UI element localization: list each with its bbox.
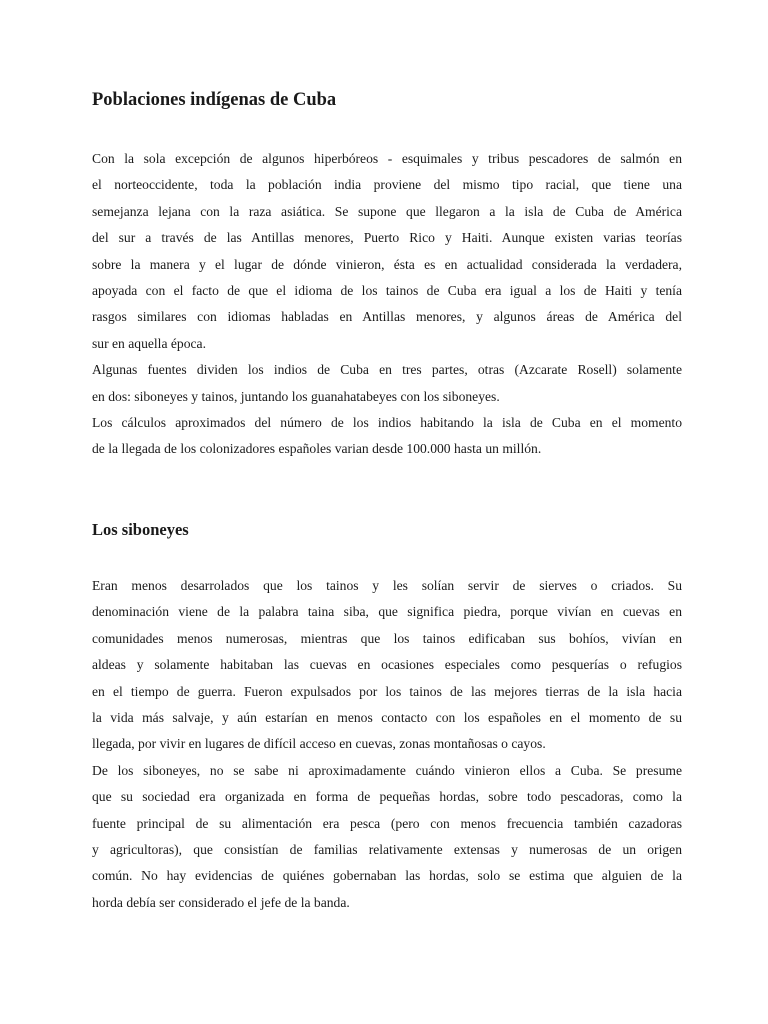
paragraph-line: sur en aquella época.: [92, 335, 206, 351]
paragraph-line: común. No hay evidencias de quiénes gobernaban las hordas, solo se estima que alguien de la: [92, 868, 682, 884]
paragraph-line: horda debía ser considerado el jefe de la banda.: [92, 894, 350, 910]
paragraph-line: del sur a través de las Antillas menores, Puerto Rico y Haiti. Aunque existen varias teorías: [92, 230, 682, 246]
paragraph-line: De los siboneyes, no se sabe ni aproximadamente cuándo vinieron ellos a Cuba. Se presume: [92, 762, 682, 778]
paragraph-line: de la llegada de los colonizadores españoles varian desde 100.000 hasta un millón.: [92, 441, 542, 457]
paragraph-line: Eran menos desarrolados que los tainos y les solían servir de sierves o criados. Su: [92, 578, 682, 593]
paragraph-line: en el tiempo de guerra. Fueron expulsados por los tainos de las mejores tierras de la isla hacia: [92, 683, 682, 699]
paragraph-line: Los cálculos aproximados del número de los indios habitando la isla de Cuba en el momento: [92, 414, 682, 430]
paragraph-line: fuente principal de su alimentación era pesca (pero con menos frecuencia también cazadoras: [92, 815, 682, 831]
paragraph-line: llegada, por vivir en lugares de difícil acceso en cuevas, zonas montañosas o cayos.: [92, 736, 546, 752]
paragraph-line: que su sociedad era organizada en forma de pequeñas hordas, sobre todo pescadoras, como la: [92, 789, 682, 805]
paragraph-line: el norteoccidente, toda la población india proviene del mismo tipo racial, que tiene una: [92, 177, 682, 193]
paragraph-line: semejanza lejana con la raza asiática. Se supone que llegaron a la isla de Cuba de América: [92, 203, 682, 219]
paragraph-line: Con la sola excepción de algunos hiperbóreos - esquimales y tribus pescadores de salmón en: [92, 151, 682, 166]
paragraph-line: rasgos similares con idiomas habladas en Antillas menores, y algunos áreas de América del: [92, 309, 682, 325]
paragraph-line: comunidades menos numerosas, mientras que los tainos edificaban sus bohíos, vivían en: [92, 630, 682, 646]
paragraph-line: y agricultoras), que consistían de familias relativamente extensas y numerosas de un origen: [92, 841, 682, 857]
paragraph-line: apoyada con el facto de que el idioma de los tainos de Cuba era igual a los de Haiti y tenía: [92, 282, 682, 298]
section-1-body: [92, 146, 682, 463]
page-title: Poblaciones indígenas de Cuba: [92, 90, 337, 110]
paragraph-line: sobre la manera y el lugar de dónde vinieron, ésta es en actualidad considerada la verdadera,: [92, 256, 682, 272]
paragraph-line: en dos: siboneyes y tainos, juntando los guanahatabeyes con los siboneyes.: [92, 388, 500, 404]
paragraph-line: denominación viene de la palabra taina siba, que significa piedra, porque vivían en cuevas en: [92, 604, 682, 620]
paragraph-line: Algunas fuentes dividen los indios de Cuba en tres partes, otras (Azcarate Rosell) solamente: [92, 362, 682, 378]
section-heading: Los siboneyes: [92, 520, 189, 539]
paragraph-line: la vida más salvaje, y aún estarían en menos contacto con los españoles en el momento de su: [92, 709, 682, 725]
paragraph-line: aldeas y solamente habitaban las cuevas en ocasiones especiales como pesquerías o refugios: [92, 657, 682, 673]
section-2-body: [92, 573, 682, 916]
